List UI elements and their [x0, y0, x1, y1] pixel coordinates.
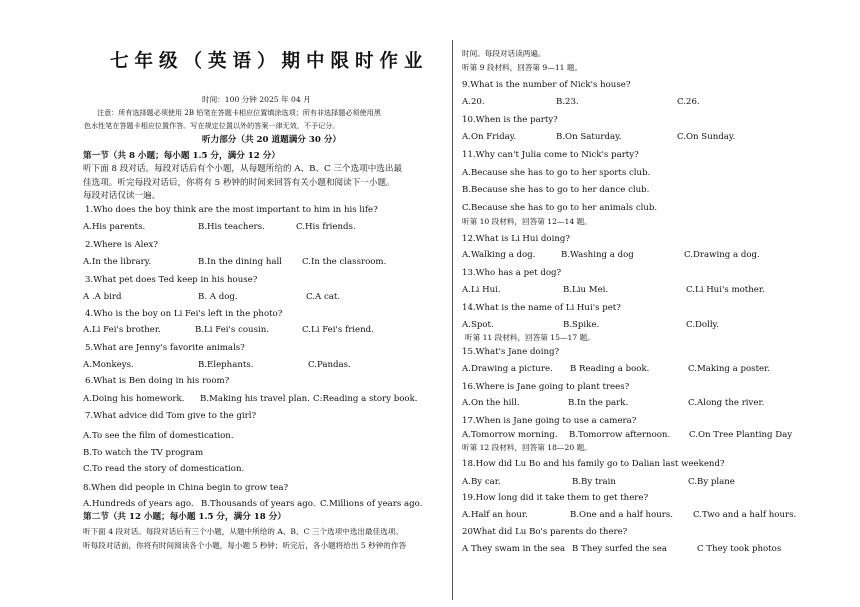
material-10-note: 听第 10 段材料，回答第 12—14 题。 — [462, 217, 592, 226]
q11-option-b: B.Because she has to go to her dance club. — [462, 185, 650, 195]
q20-option-b: B They surfed the sea — [572, 544, 667, 554]
q17-option-b: B.Tomorrow afternoon. — [569, 430, 671, 440]
part1-instruction-1: 听下面 8 段对话。每段对话后有个小题，从每题所给的 A、B、C 三个选项中选出最 — [83, 164, 403, 174]
exam-meta: 时间：100 分钟 2025 年 04 月 — [202, 95, 311, 104]
continued-line: 时间。每段对话读两遍。 — [462, 49, 546, 58]
section-header: 听力部分（共 20 道题满分 30 分） — [202, 135, 342, 145]
q16-option-b: B.In the park. — [568, 398, 629, 408]
q18-option-c: C.By plane — [688, 477, 735, 487]
q14-option-b: B.Spike. — [563, 320, 600, 330]
q4-option-c: C.Li Fei's friend. — [302, 325, 374, 335]
q15-option-a: A.Drawing a picture. — [462, 364, 553, 374]
q15-option-c: C.Making a poster. — [688, 364, 771, 374]
column-divider — [452, 40, 453, 600]
question-14: 14.What is the name of Li Hui's pet? — [462, 303, 621, 313]
q13-option-c: C.Li Hui's mother. — [686, 285, 765, 295]
q5-option-b: B.Elephants. — [198, 360, 254, 370]
q10-option-c: C.On Sunday. — [677, 132, 736, 142]
question-18: 18.How did Lu Bo and his family go to Dalian last weekend? — [462, 459, 725, 469]
q7-option-b: B.To watch the TV program — [83, 448, 204, 458]
q16-option-c: C.Along the river. — [688, 398, 765, 408]
material-11-note: 听第 11 段材料，回答第 15—17 题。 — [465, 333, 595, 342]
q14-option-a: A.Spot. — [462, 320, 494, 330]
question-16: 16.Where is Jane going to plant trees? — [462, 382, 630, 392]
q1-option-b: B.His teachers. — [198, 222, 265, 232]
q10-option-b: B.On Saturday. — [556, 132, 622, 142]
q13-option-b: B.Liu Mei. — [563, 285, 609, 295]
question-9: 9.What is the number of Nick's house? — [462, 80, 631, 90]
q7-option-c: C.To read the story of domestication. — [83, 464, 245, 474]
question-4: 4.Who is the boy on Li Fei's left in the photo? — [85, 309, 283, 319]
q19-option-b: B.One and a half hours. — [570, 510, 674, 520]
q3-option-b: B. A dog. — [198, 292, 238, 302]
q15-option-b: B Reading a book. — [570, 364, 650, 374]
question-1: 1.Who does the boy think are the most important to him in his life? — [85, 205, 378, 215]
question-6: 6.What is Ben doing in his room? — [85, 376, 230, 386]
question-20: 20What did Lu Bo's parents do there? — [462, 527, 628, 537]
q2-option-c: C.In the classroom. — [302, 257, 387, 267]
question-8: 8.When did people in China begin to grow tea? — [83, 483, 289, 493]
q2-option-a: A.In the library. — [83, 257, 152, 267]
q17-option-c: C.On Tree Planting Day — [689, 430, 793, 440]
q3-option-c: C.A cat. — [306, 292, 341, 302]
q12-option-a: A.Walking a dog. — [462, 250, 536, 260]
question-17: 17.When is Jane going to use a camera? — [462, 416, 637, 426]
q18-option-b: B.By train — [572, 477, 616, 487]
q13-option-a: A.Li Hui. — [462, 285, 501, 295]
q14-option-c: C.Dolly. — [686, 320, 720, 330]
q8-option-b: B.Thousands of years ago. — [201, 499, 316, 509]
q18-option-a: A.By car. — [462, 477, 501, 487]
part2-header: 第二节（共 12 小题；每小题 1.5 分，满分 18 分） — [83, 512, 286, 522]
q5-option-c: C.Pandas. — [308, 360, 351, 370]
part1-instruction-3: 每段对话仅读一遍。 — [83, 191, 161, 201]
note-line-1: 注意：所有选择题必须使用 2B 铅笔在答题卡相应位置填涂选项；所有非选择题必须使用黑 — [97, 108, 381, 117]
question-11: 11.Why can't Julia come to Nick's party? — [462, 150, 639, 160]
q10-option-a: A.On Friday. — [462, 132, 517, 142]
q3-option-a: A .A bird — [83, 292, 122, 302]
part1-instruction-2: 佳选项。听完每段对话后，你将有 5 秒钟的时间来回答有关小题和阅读下一小题。 — [83, 178, 395, 188]
question-15: 15.What's Jane doing? — [462, 347, 560, 357]
q2-option-b: B.In the dining hall — [198, 257, 282, 267]
q1-option-c: C.His friends. — [296, 222, 356, 232]
q6-option-c: C:Reading a story book. — [313, 394, 418, 404]
q12-option-b: B.Washing a dog — [561, 250, 634, 260]
question-19: 19.How long did it take them to get there? — [462, 493, 649, 503]
q9-option-a: A.20. — [462, 97, 485, 107]
q1-option-a: A.His parents. — [83, 222, 146, 232]
part1-header: 第一节（共 8 小题；每小题 1.5 分，满分 12 分） — [83, 151, 280, 161]
q11-option-a: A.Because she has to go to her sports club. — [462, 168, 651, 178]
material-12-note: 听第 12 段材料，回答第 18—20 题。 — [462, 443, 592, 452]
q19-option-a: A.Half an hour. — [462, 510, 528, 520]
material-9-note: 听第 9 段材料，回答第 9—11 题。 — [462, 63, 583, 72]
q9-option-c: C.26. — [677, 97, 700, 107]
q7-option-a: A.To see the film of domestication. — [83, 431, 234, 441]
question-7: 7.What advice did Tom give to the girl? — [85, 411, 257, 421]
q20-option-c: C They took photos — [697, 544, 782, 554]
question-10: 10.When is the party? — [462, 115, 558, 125]
q17-option-a: A.Tomorrow morning. — [462, 430, 558, 440]
question-2: 2.Where is Alex? — [85, 240, 158, 250]
question-12: 12.What is Li Hui doing? — [462, 234, 570, 244]
part2-instruction-1: 听下面 4 段对话。每段对话后有三个小题，从题中所给的 A、B、C 三个选项中选出最佳选项。 — [83, 527, 403, 536]
question-5: 5.What are Jenny's favorite animals? — [85, 343, 245, 353]
q8-option-a: A.Hundreds of years ago. — [83, 499, 194, 509]
part2-instruction-2: 听每段对话前，你将有时间阅读各个小题，每小题 5 秒钟；听完后，各小题将给出 5 秒钟的作答 — [83, 541, 407, 550]
question-3: 3.What pet does Ted keep in his house? — [85, 275, 258, 285]
note-line-2: 色水性笔在答题卡相应位置作答。写在规定位置以外的答案一律无效，不予记分。 — [84, 121, 340, 130]
question-13: 13.Who has a pet dog? — [462, 268, 562, 278]
q12-option-c: C.Drawing a dog. — [684, 250, 760, 260]
q4-option-a: A.Li Fei's brother. — [83, 325, 161, 335]
q6-option-a: A.Doing his homework. — [83, 394, 185, 404]
q4-option-b: B.Li Fei's cousin. — [195, 325, 270, 335]
q5-option-a: A.Monkeys. — [83, 360, 134, 370]
q9-option-b: B.23. — [556, 97, 579, 107]
q16-option-a: A.On the hill. — [462, 398, 520, 408]
q8-option-c: C.Millions of years ago. — [320, 499, 423, 509]
q11-option-c: C.Because she has to go to her animals club. — [462, 203, 658, 213]
q6-option-b: B.Making his travel plan. — [200, 394, 310, 404]
page-title: 七年级（英语）期中限时作业 — [110, 51, 429, 72]
q19-option-c: C.Two and a half hours. — [693, 510, 797, 520]
q20-option-a: A They swam in the sea — [462, 544, 566, 554]
